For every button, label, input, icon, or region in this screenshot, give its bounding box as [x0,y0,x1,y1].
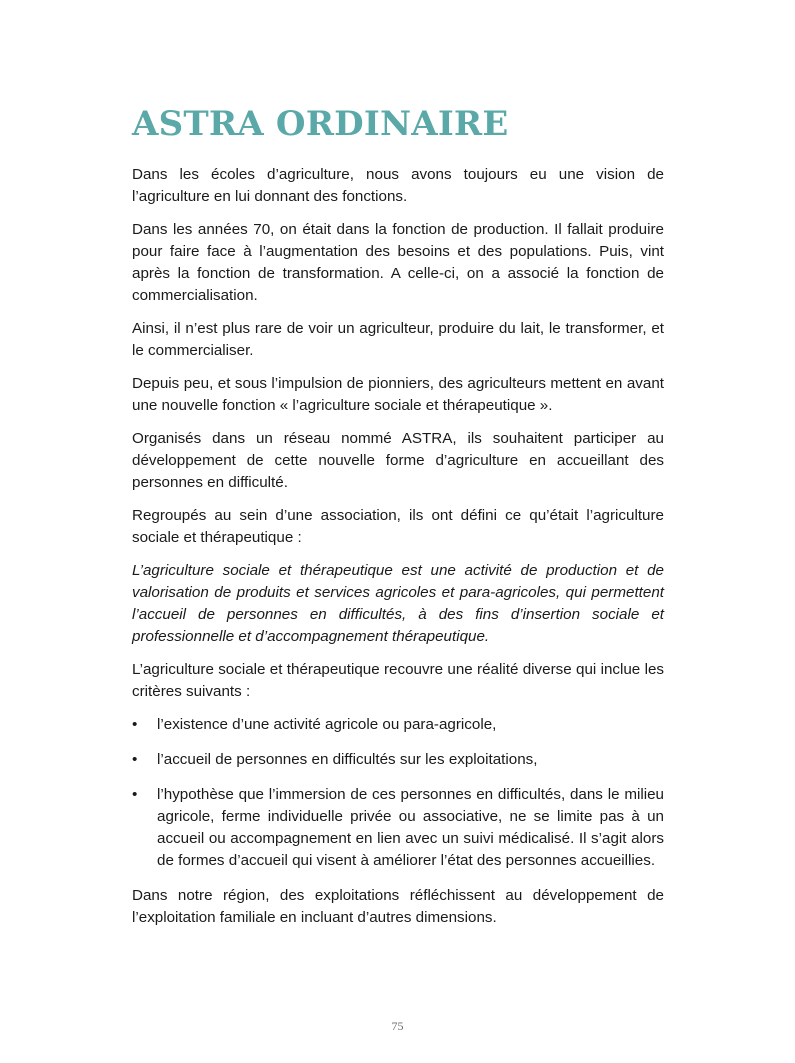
list-item [132,714,664,736]
page-title: ASTRA ORDINAIRE [132,104,509,144]
paragraph-criteria-intro: L’agriculture sociale et thérapeutique recouvre une réalité diverse qui inclue les critères suivants : [132,661,664,700]
list-item [132,784,664,872]
page-number: 75 [391,1019,404,1033]
paragraph-production: Dans les années 70, on était dans la fonction de production. Il fallait produire pour faire face à l’augmentation des besoins et des populations. Puis, vint après la fonction de transformation. A celle-ci, on a associé la fonction de commercialisation. [132,221,664,304]
list-item-text: l’hypothèse que l’immersion de ces personnes en difficultés, dans le milieu agricole, ferme individuelle privée ou associative, ne se limite pas à un accueil ou accompagnement en lien avec un suivi médicalisé. Il s’agit alors de formes d’accueil qui visent à améliorer l’état des personnes accueillies. [157,786,664,869]
criteria-list [132,714,664,872]
page-content [132,104,664,940]
bullet-icon: • [132,716,138,733]
list-item [132,749,664,771]
paragraph-association: Regroupés au sein d’une association, ils ont défini ce qu’était l’agriculture sociale et thérapeutique : [132,507,664,546]
definition-quote: L’agriculture sociale et thérapeutique est une activité de production et de valorisation de produits et services agricoles et para-agricoles, qui permettent l’accueil de personnes en difficultés, à des fins d’insertion sociale et professionnelle et d’accompagnement thérapeutique. [132,562,664,645]
paragraph-new-function: Depuis peu, et sous l’impulsion de pionniers, des agriculteurs mettent en avant une nouvelle fonction « l’agriculture sociale et thérapeutique ». [132,375,664,414]
paragraph-closing: Dans notre région, des exploitations réfléchissent au développement de l’exploitation familiale en incluant d’autres dimensions. [132,887,664,926]
paragraph-farmer: Ainsi, il n’est plus rare de voir un agriculteur, produire du lait, le transformer, et le commercialiser. [132,320,664,359]
bullet-icon: • [132,751,138,768]
paragraph-astra-network: Organisés dans un réseau nommé ASTRA, ils souhaitent participer au développement de cette nouvelle forme d’agriculture en accueillant des personnes en difficulté. [132,430,664,491]
paragraph-intro: Dans les écoles d’agriculture, nous avons toujours eu une vision de l’agriculture en lui donnant des fonctions. [132,166,664,205]
list-item-text: l’existence d’une activité agricole ou para-agricole, [157,716,497,733]
list-item-text: l’accueil de personnes en difficultés sur les exploitations, [157,751,538,768]
bullet-icon: • [132,786,138,803]
